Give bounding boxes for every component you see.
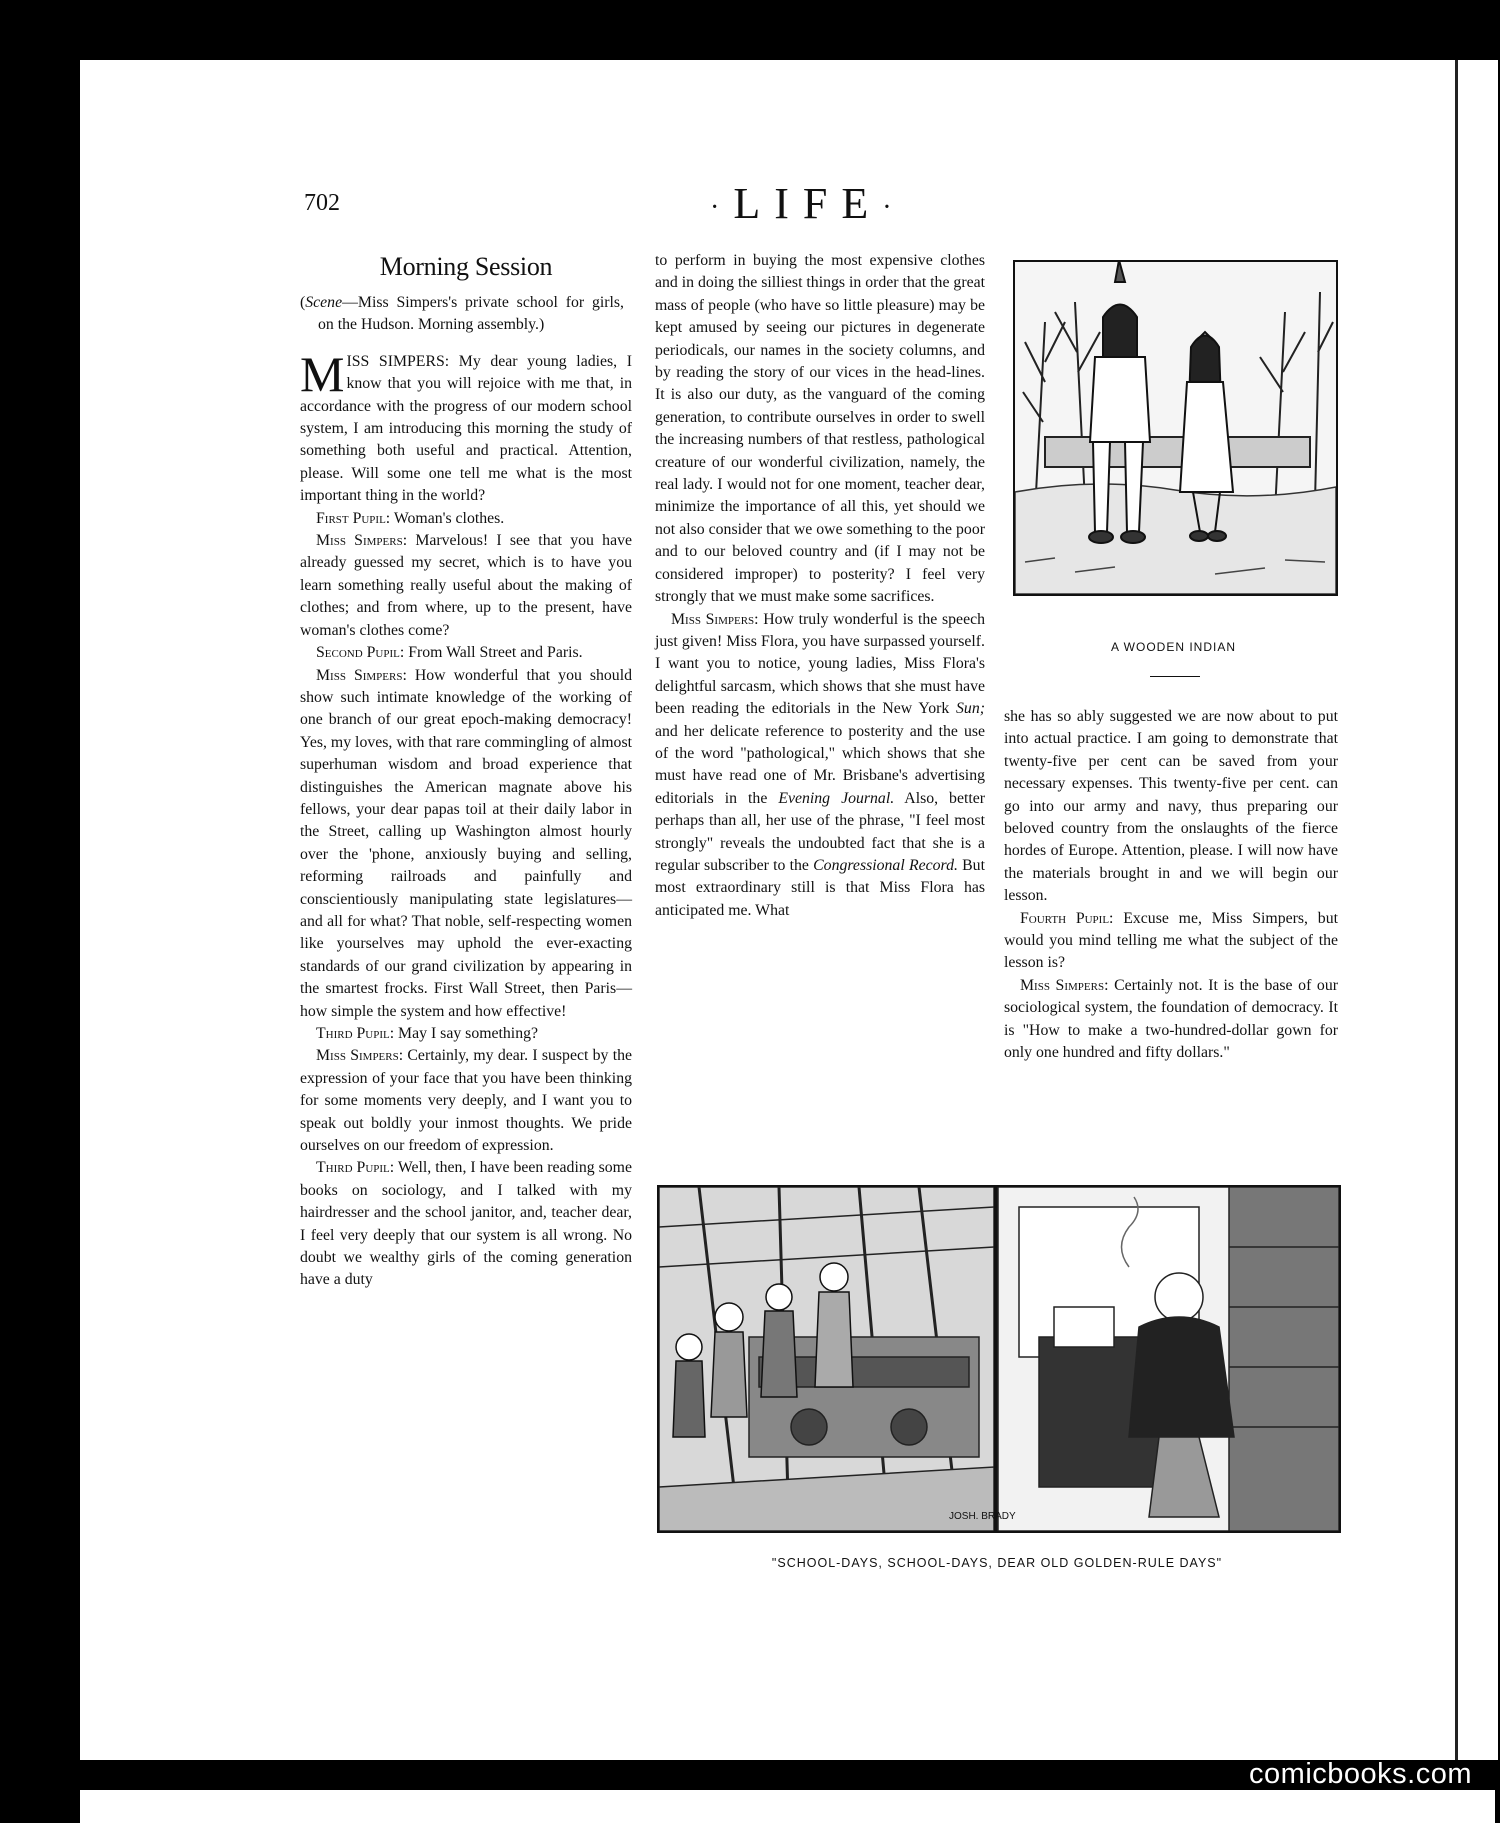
speaker: Miss Simpers: <box>1020 976 1109 994</box>
next-scan-strip <box>80 1790 1495 1823</box>
wooden-indian-illustration <box>1013 260 1338 596</box>
page-number: 702 <box>304 190 340 216</box>
paragraph-text: How wonderful that you should show such intimate knowledge of the working of one branch of our great epoch-making democracy! Yes, my loves, with that rare commingling of almost superhuman wisdom and broad experience that distinguishes the American magnate above his fellows, your dear papas toil at their daily labor in the Street, calling up Washington almost hourly over the 'phone, anxiously buying and selling, reforming railroads and painfully and conscientiously manipulating state legislatures—and all for what? That noble, self-respecting women like yourselves may uphold the ever-exacting standards of our grand civilization by appearing in the smartest frocks. First Wall Street, then Paris—how simple the system and how effective! <box>300 666 632 1020</box>
article-column-2 <box>655 250 985 922</box>
speaker: Miss Simpers: <box>316 532 408 550</box>
paragraph-text: to perform in buying the most expensive clothes and in doing the silliest things in order that the great mass of people (who have so little pleasure) may be kept amused by seeing our pictures in degenerate periodicals, our names in the society columns, and by reading the story of our vices in the head-lines. It is also our duty, as the vanguard of the coming generation, to contribute ourselves in order to swell the increasing numbers of that restless, pathological creature of our wonderful civilization, namely, the real lady. I would not for one moment, teacher dear, minimize the importance of all this, yet should we not also consider that we owe something to the poor and to our beloved country and (if I may not be considered improper) to posterity? I feel very strongly that we must make some sacrifices. <box>655 252 985 606</box>
speaker: ISS SIMPERS: <box>346 352 450 370</box>
paragraph <box>300 345 632 508</box>
paragraph-text: Excuse me, Miss Simpers, but would you mind telling me what the subject of the lesson is? <box>1004 909 1338 972</box>
paragraph <box>300 665 632 1024</box>
paragraph <box>300 530 632 642</box>
paragraph-text: Certainly not. It is the base of our sociological system, the foundation of democracy. It is "How to make a two-hundred-dollar gown for only one hundred and fifty dollars." <box>1004 976 1338 1062</box>
article-column-3 <box>1004 706 1338 1065</box>
paragraph-text: How truly wonderful is the speech just given! Miss Flora, you have surpassed yourself. I want you to notice, young ladies, Miss Flora's delightful sarcasm, which shows that she must have been reading the editorials in the New York <box>655 610 985 718</box>
paragraph-text: But most extraordinary still is that Miss Flora has anticipated me. What <box>655 856 985 919</box>
paragraph <box>1004 975 1338 1065</box>
speaker: Fourth Pupil: <box>1020 909 1114 927</box>
scene-label: Scene <box>305 294 343 311</box>
paragraph <box>1004 908 1338 975</box>
paragraph <box>1004 706 1338 908</box>
wooden-indian-caption: A WOODEN INDIAN <box>1110 640 1236 654</box>
scene-text: —Miss Simpers's private school for girls, on the Hudson. Morning assembly.) <box>318 294 624 334</box>
artist-signature: JOSH. BRADY <box>949 1511 1016 1522</box>
paragraph-text: Marvelous! I see that you have already guessed my secret, which is to have you learn something really useful about the making of clothes; and from where, up to the present, have woman's clothes come? <box>300 532 632 639</box>
paragraph <box>300 642 632 664</box>
speaker: Miss Simpers: <box>316 666 407 684</box>
speaker: Second Pupil: <box>316 644 405 662</box>
title-dot-right: · <box>882 191 906 223</box>
paragraph <box>300 1157 632 1291</box>
divider <box>1150 676 1200 677</box>
adjacent-page-edge <box>1455 60 1498 1760</box>
school-days-drawing <box>659 1187 1339 1531</box>
publication-name: Evening Journal. <box>778 789 895 807</box>
paragraph <box>300 1045 632 1157</box>
paragraph-text: Certainly, my dear. I suspect by the expression of your face that you have been thinking for some moments very deeply, and I want you to speak out boldly your inmost thoughts. We pride ourselves on our freedom of expression. <box>300 1047 632 1155</box>
watermark: comicbooks.com <box>1249 1758 1472 1790</box>
school-days-caption: "SCHOOL-DAYS, SCHOOL-DAYS, DEAR OLD GOLDEN-RULE DAYS" <box>771 1556 1223 1570</box>
paragraph-text: she has so ably suggested we are now about to put into actual practice. I am going to demonstrate that twenty-five per cent can be saved from your necessary expenses. This twenty-five per cent. can go into our army and navy, thus preparing our beloved country from the onslaughts of the fierce hordes of Europe. Attention, please. I will now have the materials brought in and we will begin our lesson. <box>1004 708 1338 905</box>
speaker: Miss Simpers: <box>316 1047 404 1065</box>
magazine-title-text: LIFE <box>733 179 883 228</box>
speaker: Miss Simpers: <box>671 610 759 628</box>
paragraph-text: and her delicate reference to posterity and the use of the word "pathological," which shows that she must have read one of Mr. Brisbane's advertising editorials in the <box>655 722 985 807</box>
paragraph <box>655 250 985 609</box>
scene-paren: ( <box>300 294 306 311</box>
article-title: Morning Session <box>379 252 553 281</box>
paragraph-text: Well, then, I have been reading some books on sociology, and I talked with my hairdresser and the school janitor, and, teacher dear, I feel very deeply that our system is all wrong. No doubt we wealthy girls of the coming generation have a duty <box>300 1159 632 1289</box>
scene-direction <box>300 292 632 337</box>
drop-cap: M <box>300 345 345 402</box>
paragraph-text: Also, better perhaps than all, her use of the phrase, "I feel most strongly" reveals the undoubted fact that she is a regular subscriber to the <box>655 789 986 874</box>
paragraph <box>655 609 985 923</box>
paragraph-text: May I say something? <box>394 1025 539 1042</box>
paragraph-text: My dear young ladies, I know that you will rejoice with me that, in accordance with the progress of our modern school system, I am introducing this morning the study of something both useful and practical. Attention, please. Will some one tell me what is the most important thing in the world? <box>300 352 632 505</box>
article-column-1 <box>300 252 632 1292</box>
wooden-indian-drawing <box>1015 262 1336 594</box>
paragraph-text: Woman's clothes. <box>390 509 505 527</box>
speaker: First Pupil: <box>316 509 391 527</box>
publication-name: Sun; <box>956 700 985 718</box>
magazine-title <box>710 178 906 229</box>
speaker: Third Pupil: <box>316 1159 395 1177</box>
paragraph-text: From Wall Street and Paris. <box>404 644 583 662</box>
paragraph <box>300 508 632 530</box>
title-dot-left: · <box>710 191 734 223</box>
paragraph <box>300 1023 632 1045</box>
publication-name: Congressional Record. <box>813 856 958 874</box>
school-days-illustration <box>657 1185 1341 1533</box>
speaker: Third Pupil: <box>316 1025 395 1042</box>
